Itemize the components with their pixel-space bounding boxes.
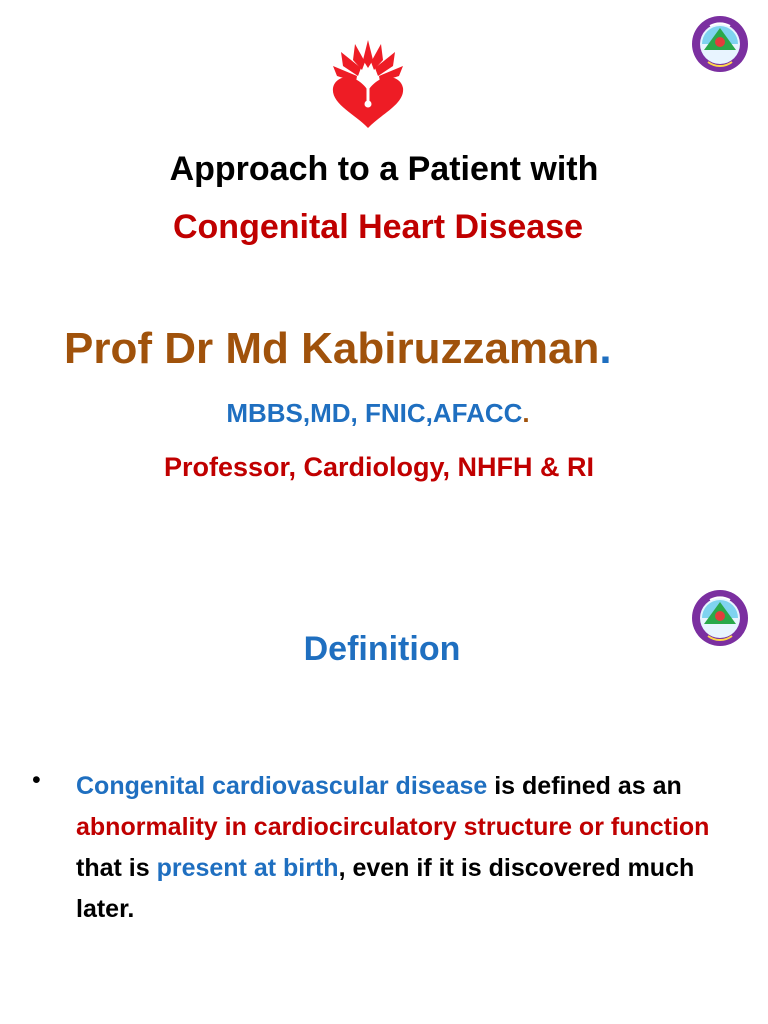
degrees-text: MBBS,MD, FNIC,AFACC <box>226 398 523 428</box>
author-degrees <box>0 398 762 429</box>
definition-slide <box>0 512 768 1024</box>
def-term: Congenital cardiovascular disease <box>76 772 488 800</box>
def-present-at-birth: present at birth <box>156 854 339 882</box>
institute-seal-icon <box>690 14 750 74</box>
definition-heading: Definition <box>303 630 461 668</box>
title-line-2: Congenital Heart Disease <box>172 208 584 246</box>
author-name-text: Prof Dr Md Kabiruzzaman <box>64 324 600 373</box>
title-line-1: Approach to a Patient with <box>169 150 599 188</box>
def-abnormality: abnormality in cardiocirculatory structure or function <box>76 813 710 841</box>
author-name <box>64 324 612 374</box>
author-position: Professor, Cardiology, NHFH & RI <box>163 452 595 482</box>
definition-paragraph <box>76 766 736 930</box>
bullet-marker: • <box>32 766 41 794</box>
def-text-3: , even if it is discovered much later. <box>76 854 695 923</box>
def-text-1: is defined as an <box>487 772 682 800</box>
degrees-dot: . <box>522 398 530 428</box>
author-dot: . <box>599 324 612 373</box>
heart-flower-icon <box>325 38 411 130</box>
def-text-2: that is <box>76 854 157 882</box>
